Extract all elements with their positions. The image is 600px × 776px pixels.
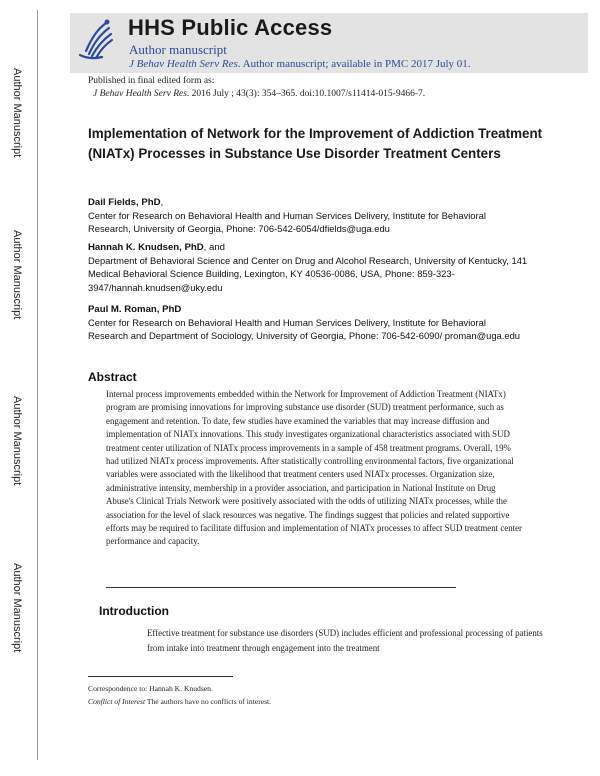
- hhs-eagle-logo-icon: [76, 17, 116, 63]
- footnote-conflict-label: Conflict of Interest: [88, 697, 146, 706]
- author-name-text: Paul M. Roman, PhD: [88, 304, 182, 315]
- sidebar-label: Author Manuscript: [11, 396, 23, 486]
- author-affiliation: Center for Research on Behavioral Health and Human Services Delivery, Institute for Behavioral Research and Department of Sociology, University of Georgia, Phone: 706-542-6090/ proman@uga.edu: [88, 317, 520, 342]
- author-suffix: , and: [203, 242, 226, 253]
- author-name: [88, 197, 163, 208]
- footnote-conflict: [88, 697, 271, 706]
- header-subtitle: Author manuscript: [129, 42, 227, 57]
- citation: [93, 89, 425, 99]
- abstract-divider: [106, 587, 456, 588]
- footnote-correspondence: Correspondence to: Hannah K. Knudsen.: [88, 684, 213, 693]
- abstract-heading: Abstract: [88, 370, 137, 384]
- sidebar-label: Author Manuscript: [11, 68, 23, 158]
- sidebar-label: Author Manuscript: [11, 230, 23, 320]
- sidebar-label: Author Manuscript: [11, 563, 23, 653]
- header-journal-name: J Behav Health Serv Res: [129, 58, 238, 70]
- citation-journal: J Behav Health Serv Res: [93, 89, 187, 99]
- author-name: [88, 242, 225, 253]
- header-title: HHS Public Access: [128, 15, 333, 40]
- footnote-conflict-text: The authors have no conflicts of interest.: [145, 697, 272, 706]
- author-suffix: ,: [160, 197, 164, 208]
- citation-details: . 2016 July ; 43(3): 354–365. doi:10.1007/s11414-015-9466-7.: [186, 89, 426, 99]
- header-journal-line: [129, 58, 471, 70]
- footnote-divider: [88, 676, 233, 677]
- author-name-text: Hannah K. Knudsen, PhD: [88, 242, 204, 253]
- header-availability: . Author manuscript; available in PMC 2017 July 01.: [237, 58, 471, 70]
- author-affiliation: Center for Research on Behavioral Health and Human Services Delivery, Institute for Behavioral Research, University of Georgia, Phone: 706-542-6054/dfields@uga.edu: [88, 210, 486, 235]
- author-name-text: Dail Fields, PhD: [88, 197, 161, 208]
- author-affiliation: Department of Behavioral Science and Center on Drug and Alcohol Research, University of Kentucky, 141 Medical Behavioral Science Building, Lexington, KY 40536-0086, USA, Phone: 859-323-3947/hannah.knudsen@uky.edu: [88, 255, 528, 293]
- author-name: [88, 304, 181, 315]
- published-label: Published in final edited form as:: [88, 76, 215, 86]
- introduction-text: Effective treatment for substance use disorders (SUD) includes efficient and professional processing of patients from intake into treatment through engagement into the treatment: [147, 628, 543, 653]
- introduction-heading: Introduction: [99, 604, 169, 618]
- article-title: Implementation of Network for the Improvement of Addiction Treatment (NIATx) Processes in Substance Use Disorder Treatment Centers: [88, 126, 543, 161]
- abstract-text: Internal process improvements embedded within the Network for Improvement of Addiction Treatment (NIATx) program are promising innovations for improving substance use disorder (SUD) treatment performance, such as engagement and retention. To date, few studies have examined the variables that may increase diffusion and implementation of NIATx innovations. This study investigates organizational characteristics associated with SUD treatment center utilization of NIATx process improvements in a sample of 458 treatment programs. Overall, 19% had utilized NIATx process improvements. After statistically controlling environmental factors, five organizational variables were associated with the likelihood that treatment centers used NIATx processes. Organization size, administrative intensity, membership in a provider association, and participation in National Institute on Drug Abuse's Clinical Trials Network were positively associated with the odds of utilizing NIATx processes, while the association for the level of slack resources was negative. The findings suggest that policies and related supportive efforts may be required to facilitate diffusion and implementation of NIATx processes to affect SUD treatment center performance and capacity.: [106, 389, 523, 547]
- sidebar-divider: [37, 10, 38, 760]
